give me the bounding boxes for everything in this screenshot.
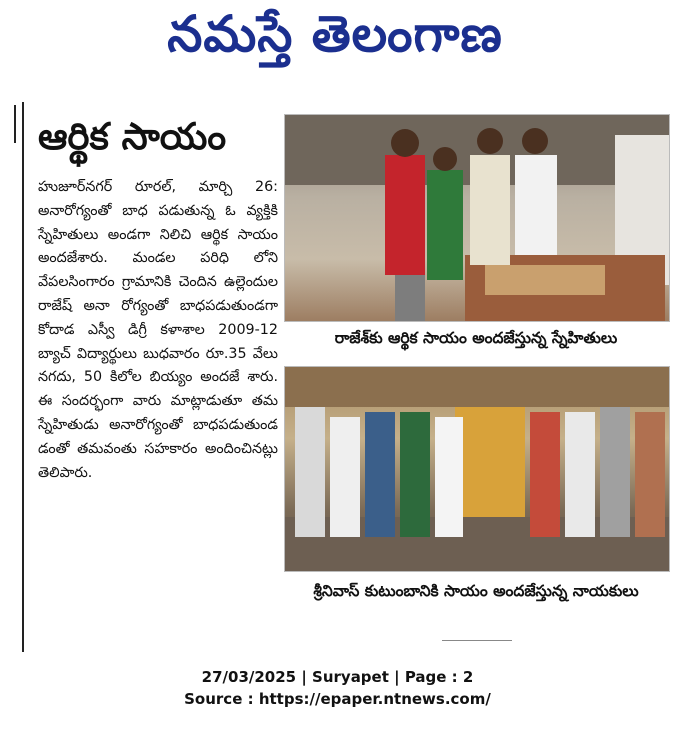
article-headline: ఆర్థిక సాయం <box>38 115 227 158</box>
photo-2-illustration <box>285 367 669 571</box>
footer-source: Source : https://epaper.ntnews.com/ <box>184 690 491 708</box>
photo-helping-rajesh <box>284 114 670 322</box>
clipping-footer <box>0 666 675 710</box>
photo-2-caption: శ్రీనివాస్ కుటుంబానికి సాయం అందజేస్తున్న నాయకులు <box>313 582 639 600</box>
article-body <box>38 176 278 646</box>
left-margin-mark <box>14 105 16 143</box>
footer-date-edition: 27/03/2025 | Suryapet | Page : 2 <box>201 668 474 686</box>
photo-helping-srinivas-family <box>284 366 670 572</box>
caption-divider <box>442 640 512 641</box>
article-text: హుజూర్‌నగర్ రూరల్, మార్చి 26: అనారోగ్యంతో బాధ పడుతున్న ఓ వ్యక్తికి స్నేహితులు అండగా నిలిచి ఆర్థిక సాయం అందజేశారు. మండల పరిధి లోని వేపలసింగారం గ్రామానికి చెందిన ఉల్లెందుల రాజేష్ అనా రోగ్యంతో బాధపడుతుండగా కోదాడ ఎస్వీ డిగ్రీ కళాశాల 2009-12 బ్యాచ్ విద్యార్థులు బుధవారం రూ.35 వేలు నగదు, 50 కిలోల బియ్యం అందజే శారు. ఈ సందర్భంగా వారు మాట్లాడుతూ తమ స్నేహితుడు అనారోగ్యంతో బాధపడుతుండ డంతో తమవంతు సహకారం అందించినట్లు తెలిపారు. <box>38 179 278 481</box>
photo-1-caption: రాజేశ్‌కు ఆర్థిక సాయం అందజేస్తున్న స్నేహితులు <box>334 329 618 347</box>
newspaper-masthead: నమస్తే తెలంగాణ <box>167 4 503 63</box>
photo-1-illustration <box>285 115 669 321</box>
